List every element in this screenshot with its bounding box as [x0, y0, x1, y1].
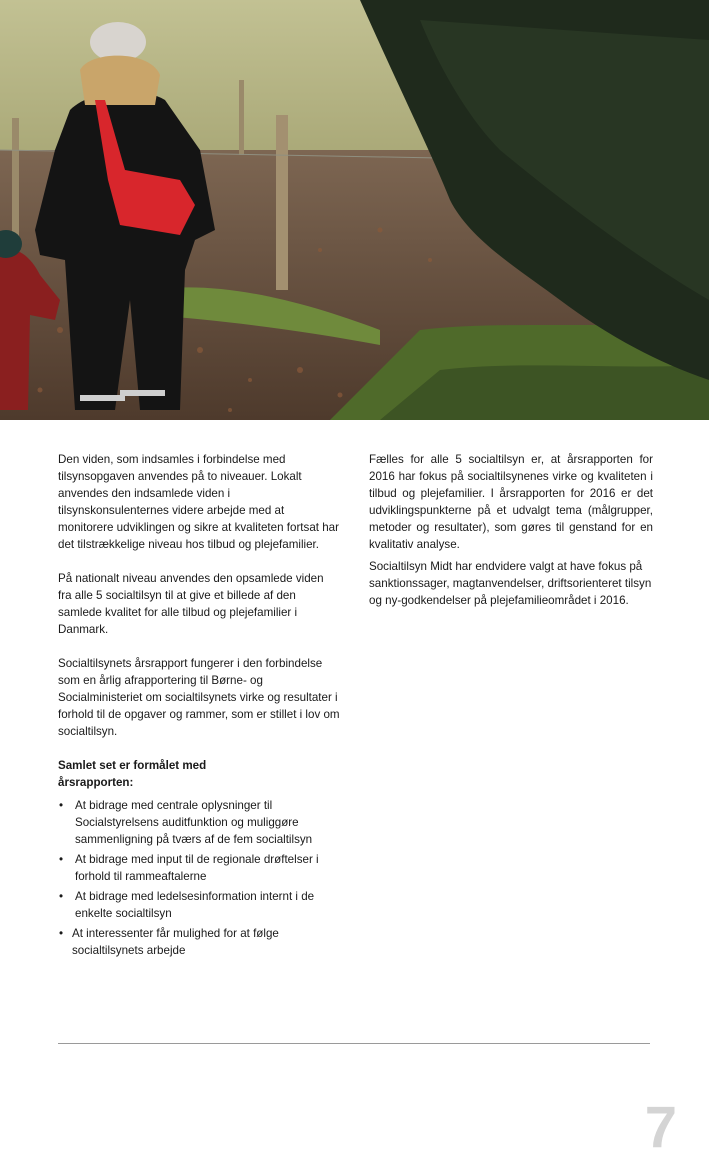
purpose-heading-line2: årsrapporten: [58, 776, 134, 789]
header-photo [0, 0, 709, 420]
photo-adult-child-walking-icon [0, 0, 709, 420]
paragraph-annual-report: Socialtilsynets årsrapport fungerer i den forbindelse som en årlig afrapportering til Børne- og Socialministeriet om socialtilsynets virke og resultater i forhold til de opgaver og rammer, som er stillet i lov om socialtilsyn. [58, 657, 340, 738]
list-item: • At interessenter får mulighed for at følge socialtilsynets arbejde [58, 925, 340, 959]
purpose-heading-line1: Samlet set er formålet med [58, 759, 207, 772]
paragraph-national-level: På nationalt niveau anvendes den opsamlede viden fra alle 5 socialtilsyn til at give et billede af den samlede kvalitet for alle tilbud og plejefamilier i Danmark. [58, 572, 324, 636]
purpose-bullet-list [58, 797, 340, 959]
purpose-heading [58, 757, 340, 791]
list-item: • At bidrage med centrale oplysninger til Socialstyrelsens auditfunktion og muliggøre sammenligning på tværs af de fem socialtilsyn [58, 797, 340, 848]
paragraph-common-focus: Fælles for alle 5 socialtilsyn er, at årsrapporten for 2016 har fokus på socialtilsynenes virke og kvaliteten i tilbud og plejefamilier. I årsrapporten for 2016 er det udviklingspunkterne på et udvalgt tema (målgrupper, metoder og resultater), som gøres til genstand for en kvalitativ analyse. [369, 453, 653, 551]
list-item: • At bidrage med ledelsesinformation internt i de enkelte socialtilsyn [58, 888, 340, 922]
paragraph-midt-focus: Socialtilsyn Midt har endvidere valgt at have fokus på sanktionssager, magtanvendelser, driftsorienteret tilsyn og ny-godkendelser på plejefamilieområdet i 2016. [369, 560, 652, 607]
paragraph-two-levels: Den viden, som indsamles i forbindelse med tilsynsopgaven anvendes på to niveauer. Lokalt anvendes den indsamlede viden i tilsynskonsulenternes videre arbejde med at monitorere udviklingen og sikre at kvaliteten fortsat har det tilstrækkelige niveau hos tilbud og plejefamilier. [58, 453, 339, 551]
footer-divider [58, 1043, 650, 1044]
list-item: • At bidrage med input til de regionale drøftelser i forhold til rammeaftalerne [58, 851, 340, 885]
page-number: 7 [644, 1095, 677, 1160]
left-column [58, 451, 340, 962]
right-column [369, 451, 653, 614]
